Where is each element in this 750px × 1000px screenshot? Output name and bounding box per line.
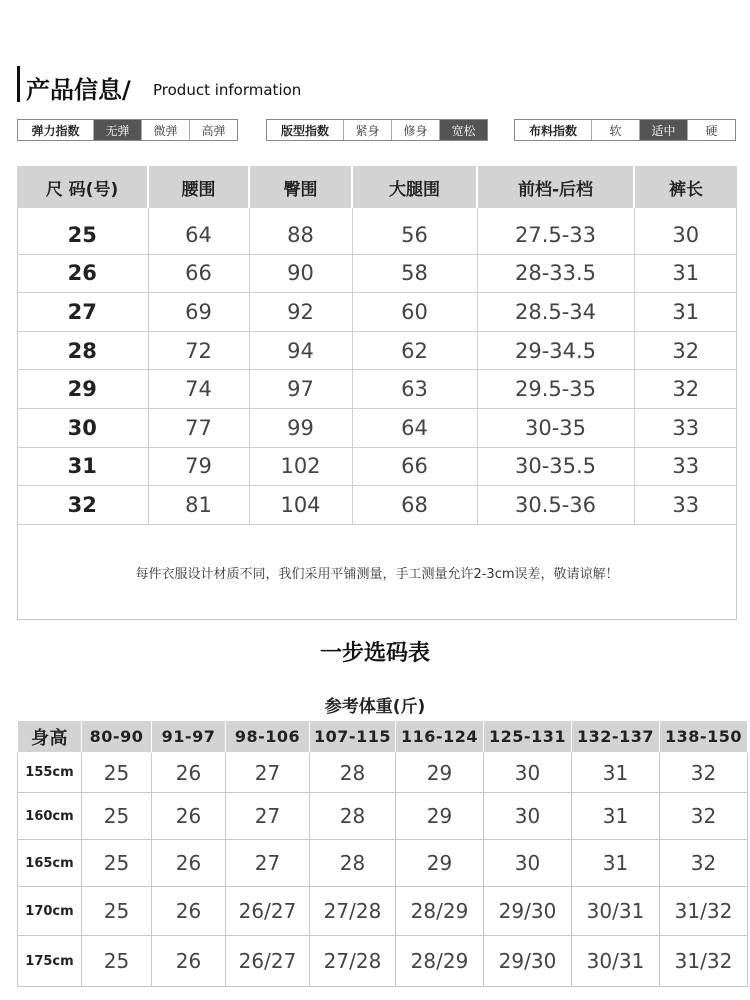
elasticity-index-label: 弹力指数 — [31, 123, 80, 138]
measurement-cell: 90 — [249, 254, 352, 293]
height-cell: 175cm — [18, 936, 82, 987]
size-table-header-cell: 腰围 — [148, 166, 249, 208]
weight-range-header: 98-106 — [226, 721, 310, 753]
recommended-size-cell: 30 — [484, 840, 572, 887]
recommended-size-cell: 30 — [484, 793, 572, 840]
recommended-size-cell: 26 — [152, 936, 226, 987]
height-header: 身高 — [18, 721, 82, 753]
measurement-cell: 28.5-34 — [477, 293, 634, 332]
measurement-cell: 69 — [148, 293, 249, 332]
measurement-note: 每件衣服设计材质不同，我们采用平铺测量，手工测量允许2-3cm误差，敬请谅解！ — [135, 567, 619, 582]
recommended-size-cell: 31/32 — [660, 936, 748, 987]
measurement-cell: 88 — [249, 208, 352, 254]
measurement-cell: 99 — [249, 408, 352, 447]
header-title: 产品信息/ — [26, 76, 131, 104]
weight-range-header: 107-115 — [310, 721, 396, 753]
recommended-size-cell: 30/31 — [572, 887, 660, 936]
measurement-cell: 60 — [352, 293, 477, 332]
size-guide-row — [18, 840, 748, 887]
recommended-size-cell: 25 — [82, 887, 152, 936]
recommended-size-cell: 26/27 — [226, 887, 310, 936]
fit-option: 宽松 — [439, 120, 487, 140]
measurement-cell: 68 — [352, 486, 477, 525]
recommended-size-cell: 25 — [82, 840, 152, 887]
size-cell: 28 — [17, 331, 148, 370]
measurement-cell: 56 — [352, 208, 477, 254]
size-table-header-cell: 前档-后档 — [477, 166, 634, 208]
measurement-cell: 66 — [148, 254, 249, 293]
weight-range-header: 138-150 — [660, 721, 748, 753]
measurement-cell: 72 — [148, 331, 249, 370]
measurement-cell: 32 — [634, 331, 737, 370]
recommended-size-cell: 27 — [226, 793, 310, 840]
measurement-cell: 77 — [148, 408, 249, 447]
measurement-cell: 97 — [249, 370, 352, 409]
size-cell: 29 — [17, 370, 148, 409]
recommended-size-cell: 27/28 — [310, 887, 396, 936]
size-guide-row — [18, 936, 748, 987]
measurement-cell: 62 — [352, 331, 477, 370]
elasticity-option: 微弹 — [141, 120, 189, 140]
size-table-row — [17, 486, 737, 525]
recommended-size-cell: 30 — [484, 753, 572, 793]
size-cell: 32 — [17, 486, 148, 525]
measurement-cell: 30-35 — [477, 408, 634, 447]
size-guide-row — [18, 793, 748, 840]
recommended-size-cell: 31 — [572, 793, 660, 840]
measurement-cell: 29-34.5 — [477, 331, 634, 370]
recommended-size-cell: 27 — [226, 753, 310, 793]
size-cell: 30 — [17, 408, 148, 447]
recommended-size-cell: 28/29 — [396, 936, 484, 987]
size-table-row — [17, 370, 737, 409]
size-table-row — [17, 408, 737, 447]
elasticity-index — [17, 119, 238, 141]
measurement-cell: 27.5-33 — [477, 208, 634, 254]
weight-range-header: 116-124 — [396, 721, 484, 753]
recommended-size-cell: 27 — [226, 840, 310, 887]
measurement-cell: 79 — [148, 447, 249, 486]
measurement-cell: 63 — [352, 370, 477, 409]
size-guide-table — [17, 720, 748, 987]
measurement-cell: 92 — [249, 293, 352, 332]
size-table-row — [17, 254, 737, 293]
recommended-size-cell: 29 — [396, 753, 484, 793]
recommended-size-cell: 25 — [82, 936, 152, 987]
size-table-row — [17, 331, 737, 370]
measurement-cell: 104 — [249, 486, 352, 525]
height-cell: 165cm — [18, 840, 82, 887]
height-cell: 160cm — [18, 793, 82, 840]
weight-range-header: 132-137 — [572, 721, 660, 753]
recommended-size-cell: 26/27 — [226, 936, 310, 987]
recommended-size-cell: 32 — [660, 793, 748, 840]
fabric-index — [514, 119, 736, 141]
weight-range-header: 125-131 — [484, 721, 572, 753]
height-cell: 155cm — [18, 753, 82, 793]
size-cell: 31 — [17, 447, 148, 486]
recommended-size-cell: 31 — [572, 753, 660, 793]
elasticity-option: 无弹 — [93, 120, 141, 140]
size-cell: 25 — [17, 208, 148, 254]
recommended-size-cell: 28 — [310, 753, 396, 793]
size-table-row — [17, 447, 737, 486]
recommended-size-cell: 29/30 — [484, 887, 572, 936]
size-table-row — [17, 293, 737, 332]
fit-index-label: 版型指数 — [280, 123, 329, 138]
measurement-cell: 31 — [634, 293, 737, 332]
size-guide-title: 一步选码表 — [319, 641, 430, 666]
measurement-cell: 30 — [634, 208, 737, 254]
size-table-header-cell: 裤长 — [634, 166, 737, 208]
recommended-size-cell: 32 — [660, 840, 748, 887]
measurement-cell: 66 — [352, 447, 477, 486]
measurement-cell: 64 — [148, 208, 249, 254]
size-guide-header-row — [18, 721, 748, 753]
recommended-size-cell: 29 — [396, 793, 484, 840]
size-cell: 26 — [17, 254, 148, 293]
size-table-header-cell: 臀围 — [249, 166, 352, 208]
measurement-cell: 29.5-35 — [477, 370, 634, 409]
header-accent-bar — [17, 66, 20, 102]
measurement-cell: 81 — [148, 486, 249, 525]
measurement-cell: 33 — [634, 408, 737, 447]
measurement-cell: 94 — [249, 331, 352, 370]
recommended-size-cell: 25 — [82, 753, 152, 793]
measurement-cell: 32 — [634, 370, 737, 409]
recommended-size-cell: 28 — [310, 793, 396, 840]
measurement-cell: 30-35.5 — [477, 447, 634, 486]
size-table-row — [17, 208, 737, 254]
recommended-size-cell: 26 — [152, 793, 226, 840]
recommended-size-cell: 26 — [152, 840, 226, 887]
recommended-size-cell: 32 — [660, 753, 748, 793]
fit-option: 紧身 — [343, 120, 391, 140]
measurement-cell: 102 — [249, 447, 352, 486]
measurement-cell: 74 — [148, 370, 249, 409]
measurement-cell: 33 — [634, 447, 737, 486]
reference-weight-label: 参考体重(斤) — [324, 697, 426, 717]
recommended-size-cell: 28 — [310, 840, 396, 887]
size-table — [17, 166, 737, 525]
header-subtitle: Product information — [153, 81, 302, 99]
recommended-size-cell: 25 — [82, 793, 152, 840]
fit-index — [266, 119, 488, 141]
measurement-cell: 58 — [352, 254, 477, 293]
fabric-option: 软 — [591, 120, 639, 140]
elasticity-option: 高弹 — [189, 120, 237, 140]
recommended-size-cell: 30/31 — [572, 936, 660, 987]
size-table-header-cell: 尺 码(号) — [17, 166, 148, 208]
recommended-size-cell: 31/32 — [660, 887, 748, 936]
size-guide-row — [18, 753, 748, 793]
recommended-size-cell: 27/28 — [310, 936, 396, 987]
recommended-size-cell: 29 — [396, 840, 484, 887]
measurement-cell: 64 — [352, 408, 477, 447]
fabric-index-label: 布料指数 — [528, 123, 577, 138]
weight-range-header: 80-90 — [82, 721, 152, 753]
size-guide-row — [18, 887, 748, 936]
recommended-size-cell: 26 — [152, 887, 226, 936]
recommended-size-cell: 26 — [152, 753, 226, 793]
measurement-cell: 28-33.5 — [477, 254, 634, 293]
recommended-size-cell: 31 — [572, 840, 660, 887]
size-cell: 27 — [17, 293, 148, 332]
fabric-option: 硬 — [687, 120, 735, 140]
fabric-option: 适中 — [639, 120, 687, 140]
recommended-size-cell: 28/29 — [396, 887, 484, 936]
measurement-cell: 31 — [634, 254, 737, 293]
measurement-cell: 33 — [634, 486, 737, 525]
weight-range-header: 91-97 — [152, 721, 226, 753]
fit-option: 修身 — [391, 120, 439, 140]
size-table-header-row — [17, 166, 737, 208]
size-table-header-cell: 大腿围 — [352, 166, 477, 208]
recommended-size-cell: 29/30 — [484, 936, 572, 987]
measurement-cell: 30.5-36 — [477, 486, 634, 525]
height-cell: 170cm — [18, 887, 82, 936]
